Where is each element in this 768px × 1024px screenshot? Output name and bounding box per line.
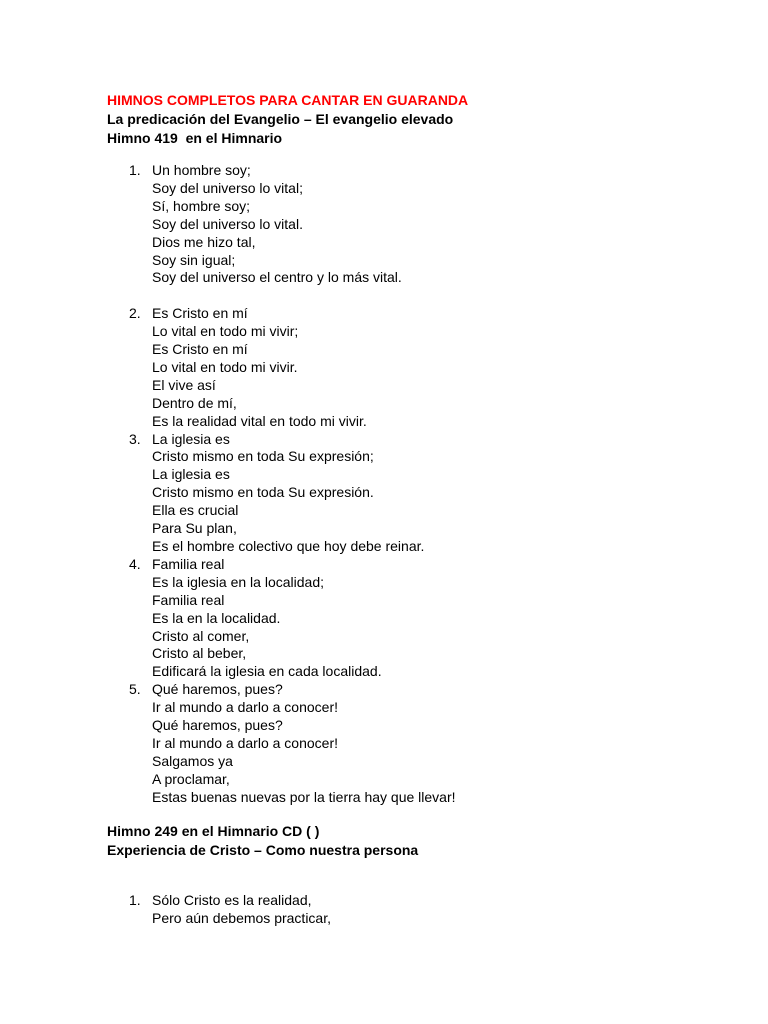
- verse-line: Cristo al beber,: [152, 645, 247, 662]
- hymn1-verse-list: [0, 162, 456, 807]
- hymn2-number-line: Himno 249 en el Himnario CD ( ): [107, 823, 320, 839]
- verse-line: Cristo mismo en toda Su expresión;: [152, 448, 374, 465]
- hymn1-heading: [107, 91, 468, 148]
- hymn2-heading: [107, 822, 418, 860]
- verse-line: Lo vital en todo mi vivir.: [152, 358, 298, 375]
- verse-line: Soy del universo lo vital;: [152, 179, 303, 196]
- hymn1-subtitle: La predicación del Evangelio – El evangelio elevado: [107, 111, 454, 127]
- verse-line: La iglesia es: [152, 430, 230, 447]
- verse-line: Ir al mundo a darlo a conocer!: [152, 699, 338, 716]
- verse-number: 5.: [129, 681, 141, 698]
- verse-line: Estas buenas nuevas por la tierra hay que llevar!: [152, 788, 456, 805]
- verse-line: Salgamos ya: [152, 752, 233, 769]
- hymn1-verse-2: [0, 305, 456, 430]
- verse-number: 1.: [129, 892, 141, 908]
- document-title: HIMNOS COMPLETOS PARA CANTAR EN GUARANDA: [107, 92, 469, 108]
- verse-line: Pero aún debemos practicar,: [152, 909, 331, 926]
- verse-number: 1.: [129, 162, 141, 178]
- verse-line: Familia real: [152, 555, 225, 572]
- hymn1-number-line: Himno 419 en el Himnario: [107, 130, 283, 146]
- verse-line: Cristo mismo en toda Su expresión.: [152, 484, 374, 501]
- verse-line: Es la iglesia en la localidad;: [152, 573, 324, 590]
- hymn1-verse-5: [0, 681, 456, 806]
- verse-line: Cristo al comer,: [152, 627, 250, 644]
- verse-line: Qué haremos, pues?: [152, 717, 283, 734]
- verse-number: 4.: [129, 555, 141, 572]
- verse-line: Qué haremos, pues?: [152, 681, 283, 698]
- verse-line: Es el hombre colectivo que hoy debe reinar.: [152, 538, 425, 555]
- verse-line: Familia real: [152, 591, 225, 608]
- verse-line: Lo vital en todo mi vivir;: [152, 323, 299, 340]
- verse-number: 3.: [129, 430, 141, 447]
- verse-line: Ella es crucial: [152, 502, 239, 519]
- verse-line: Es la realidad vital en todo mi vivir.: [152, 412, 367, 429]
- verse-line: Soy sin igual;: [152, 251, 236, 268]
- verse-line: La iglesia es: [152, 466, 230, 483]
- hymn2-verse-1: [0, 892, 331, 928]
- verse-line: Sólo Cristo es la realidad,: [152, 892, 312, 908]
- verse-line: Dentro de mí,: [152, 394, 237, 411]
- verse-line: Sí, hombre soy;: [152, 197, 251, 214]
- verse-line: Ir al mundo a darlo a conocer!: [152, 734, 338, 751]
- verse-line: A proclamar,: [152, 770, 230, 787]
- verse-line: Es Cristo en mí: [152, 305, 248, 322]
- verse-line: Soy del universo lo vital.: [152, 215, 303, 232]
- verse-line: El vive así: [152, 376, 216, 393]
- hymn1-verse-1: [0, 162, 456, 287]
- hymn2-verse-list: [0, 892, 331, 928]
- verse-line: Edificará la iglesia en cada localidad.: [152, 663, 382, 680]
- verse-line: Un hombre soy;: [152, 162, 251, 178]
- hymn2-subtitle: Experiencia de Cristo – Como nuestra persona: [107, 842, 419, 858]
- verse-line: Es Cristo en mí: [152, 341, 248, 358]
- verse-line: Es la en la localidad.: [152, 609, 281, 626]
- verse-line: Para Su plan,: [152, 520, 237, 537]
- hymn1-verse-3: [0, 431, 456, 556]
- verse-number: 2.: [129, 305, 141, 322]
- hymn1-verse-4: [0, 556, 456, 681]
- verse-line: Dios me hizo tal,: [152, 233, 256, 250]
- verse-line: Soy del universo el centro y lo más vital.: [152, 269, 402, 286]
